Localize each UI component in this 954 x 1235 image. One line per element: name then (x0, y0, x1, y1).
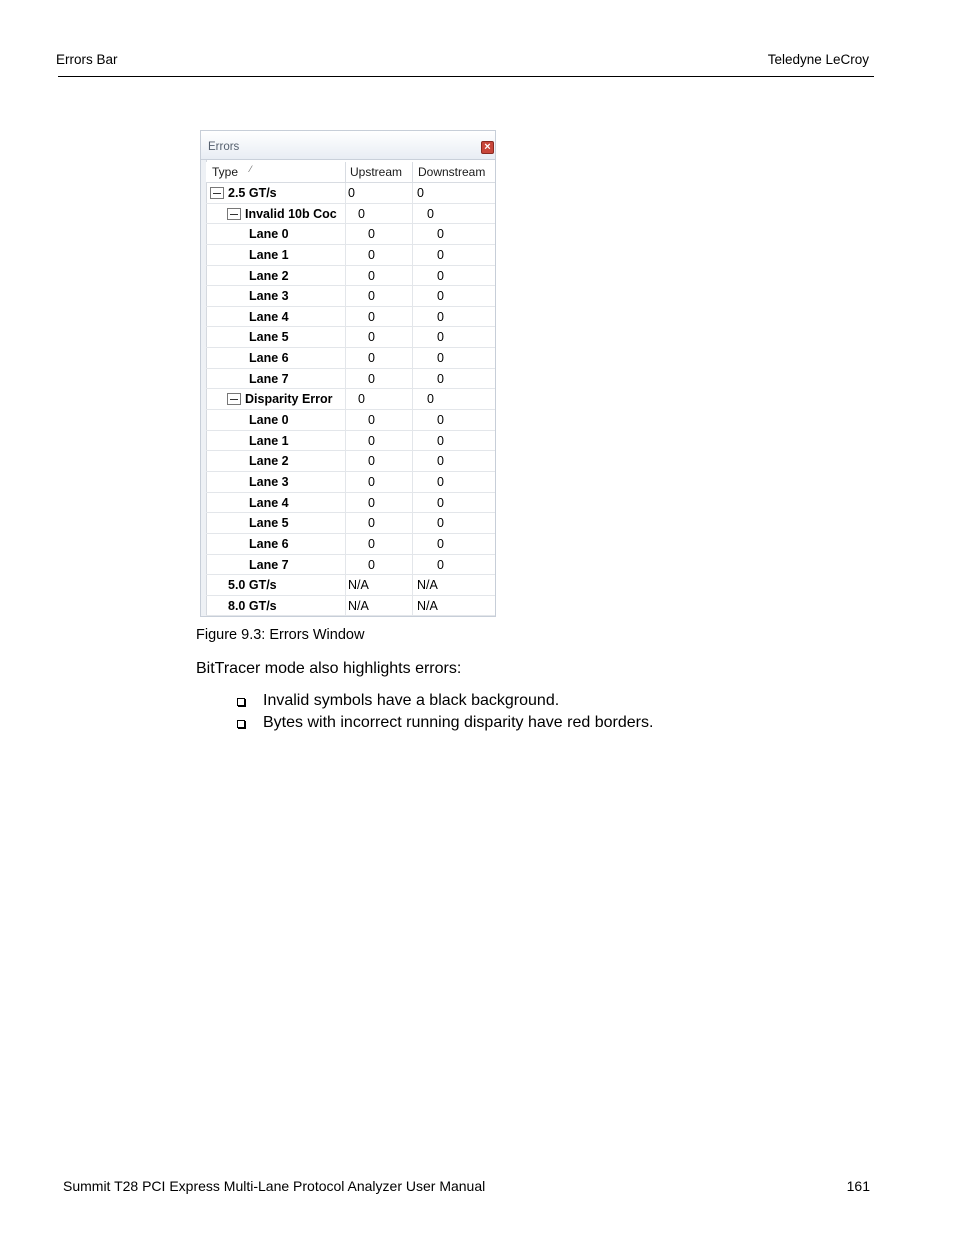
table-row[interactable] (206, 204, 496, 225)
row-label: Lane 4 (249, 495, 289, 510)
upstream-count: 0 (368, 536, 375, 551)
upstream-count: N/A (348, 578, 369, 593)
cell-divider (412, 348, 413, 368)
upstream-count: N/A (348, 598, 369, 613)
cell-divider (345, 575, 346, 595)
bullet-text: Bytes with incorrect running disparity have red borders. (263, 714, 654, 731)
cell-divider (412, 555, 413, 575)
table-row[interactable] (206, 327, 496, 348)
row-label: Lane 7 (249, 371, 289, 386)
downstream-count: 0 (437, 454, 444, 469)
cell-divider (345, 534, 346, 554)
cell-divider (345, 348, 346, 368)
upstream-count: 0 (358, 206, 365, 221)
row-label: Lane 6 (249, 536, 289, 551)
row-label: Lane 0 (249, 413, 289, 428)
table-row[interactable] (206, 555, 496, 576)
table-row[interactable] (206, 266, 496, 287)
cell-divider (345, 266, 346, 286)
window-title: Errors (208, 141, 240, 153)
upstream-count: 0 (368, 330, 375, 345)
collapse-toggle-icon[interactable] (227, 393, 241, 405)
upstream-count: 0 (368, 516, 375, 531)
cell-divider (412, 389, 413, 409)
sort-indicator-icon: ⁄ (250, 164, 252, 174)
cell-divider (345, 369, 346, 389)
column-divider[interactable] (412, 162, 413, 183)
cell-divider (345, 472, 346, 492)
downstream-count: 0 (427, 206, 434, 221)
cell-divider (345, 451, 346, 471)
table-row[interactable] (206, 389, 496, 410)
cell-divider (412, 431, 413, 451)
errors-window (200, 130, 496, 617)
table-row[interactable] (206, 431, 496, 452)
cell-divider (345, 183, 346, 203)
upstream-count: 0 (348, 186, 355, 200)
downstream-count: 0 (437, 413, 444, 428)
cell-divider (412, 286, 413, 306)
upstream-count: 0 (368, 433, 375, 448)
column-header-upstream[interactable]: Upstream (350, 165, 403, 179)
cell-divider (345, 307, 346, 327)
row-label: Lane 2 (249, 268, 289, 283)
row-label: 2.5 GT/s (228, 186, 277, 200)
cell-divider (345, 431, 346, 451)
table-row[interactable] (206, 451, 496, 472)
downstream-count: 0 (437, 516, 444, 531)
checkbox-bullet-icon (237, 698, 245, 706)
downstream-count: 0 (437, 495, 444, 510)
table-row[interactable] (206, 245, 496, 266)
table-row[interactable] (206, 472, 496, 493)
cell-divider (412, 575, 413, 595)
row-label: Lane 5 (249, 516, 289, 531)
table-row[interactable] (206, 596, 496, 617)
column-header-row (206, 162, 496, 183)
errors-tree (206, 183, 496, 616)
cell-divider (345, 410, 346, 430)
header-rule (58, 76, 874, 77)
collapse-toggle-icon[interactable] (227, 208, 241, 220)
upstream-count: 0 (368, 309, 375, 324)
page-header-left: Errors Bar (56, 52, 118, 67)
downstream-count: 0 (417, 186, 424, 200)
cell-divider (412, 534, 413, 554)
close-icon[interactable]: × (481, 141, 494, 154)
upstream-count: 0 (368, 371, 375, 386)
page-header-right: Teledyne LeCroy (767, 52, 869, 67)
table-row[interactable] (206, 348, 496, 369)
upstream-count: 0 (368, 413, 375, 428)
downstream-count: 0 (437, 474, 444, 489)
cell-divider (412, 472, 413, 492)
row-label: Lane 7 (249, 557, 289, 572)
cell-divider (412, 183, 413, 203)
cell-divider (345, 555, 346, 575)
collapse-toggle-icon[interactable] (210, 187, 224, 199)
cell-divider (412, 224, 413, 244)
downstream-count: 0 (437, 247, 444, 262)
column-header-downstream[interactable]: Downstream (418, 165, 486, 179)
window-title-bar[interactable] (201, 131, 495, 160)
row-label: 5.0 GT/s (228, 578, 277, 593)
table-row[interactable] (206, 224, 496, 245)
cell-divider (345, 327, 346, 347)
upstream-count: 0 (368, 557, 375, 572)
row-label: Lane 4 (249, 309, 289, 324)
row-label: Lane 6 (249, 351, 289, 366)
cell-divider (412, 493, 413, 513)
cell-divider (345, 224, 346, 244)
cell-divider (412, 327, 413, 347)
row-label: Lane 3 (249, 289, 289, 304)
cell-divider (412, 307, 413, 327)
cell-divider (412, 204, 413, 224)
cell-divider (345, 286, 346, 306)
page-number: 161 (846, 1178, 870, 1194)
upstream-count: 0 (368, 289, 375, 304)
row-label: 8.0 GT/s (228, 598, 277, 613)
downstream-count: 0 (437, 433, 444, 448)
upstream-count: 0 (368, 474, 375, 489)
cell-divider (345, 513, 346, 533)
downstream-count: 0 (437, 227, 444, 242)
column-header-type[interactable]: Type (212, 165, 239, 179)
upstream-count: 0 (368, 351, 375, 366)
cell-divider (345, 596, 346, 616)
footer-title: Summit T28 PCI Express Multi-Lane Protocol Analyzer User Manual (63, 1178, 486, 1194)
upstream-count: 0 (368, 268, 375, 283)
upstream-count: 0 (368, 495, 375, 510)
downstream-count: 0 (437, 330, 444, 345)
row-label: Lane 2 (249, 454, 289, 469)
cell-divider (345, 389, 346, 409)
downstream-count: 0 (437, 289, 444, 304)
table-row[interactable] (206, 307, 496, 328)
table-row[interactable] (206, 575, 496, 596)
cell-divider (412, 245, 413, 265)
downstream-count: 0 (437, 351, 444, 366)
cell-divider (412, 369, 413, 389)
upstream-count: 0 (368, 247, 375, 262)
table-row[interactable] (206, 410, 496, 431)
table-row[interactable] (206, 183, 496, 204)
body-intro: BitTracer mode also highlights errors: (196, 660, 462, 677)
downstream-count: N/A (417, 578, 438, 593)
table-row[interactable] (206, 513, 496, 534)
table-row[interactable] (206, 493, 496, 514)
cell-divider (412, 410, 413, 430)
cell-divider (412, 513, 413, 533)
table-row[interactable] (206, 369, 496, 390)
downstream-count: 0 (437, 536, 444, 551)
row-label: Invalid 10b Coc (245, 206, 337, 221)
figure-caption: Figure 9.3: Errors Window (196, 627, 365, 643)
cell-divider (345, 245, 346, 265)
downstream-count: 0 (437, 371, 444, 386)
row-label: Lane 5 (249, 330, 289, 345)
row-label: Lane 3 (249, 474, 289, 489)
upstream-count: 0 (368, 227, 375, 242)
row-label: Lane 1 (249, 247, 289, 262)
bullet-text: Invalid symbols have a black background. (263, 692, 560, 709)
row-label: Lane 0 (249, 227, 289, 242)
table-row[interactable] (206, 534, 496, 555)
downstream-count: 0 (437, 557, 444, 572)
cell-divider (412, 451, 413, 471)
downstream-count: 0 (437, 309, 444, 324)
cell-divider (412, 266, 413, 286)
downstream-count: N/A (417, 598, 438, 613)
downstream-count: 0 (427, 392, 434, 407)
upstream-count: 0 (358, 392, 365, 407)
cell-divider (412, 596, 413, 616)
row-label: Lane 1 (249, 433, 289, 448)
column-divider[interactable] (345, 162, 346, 183)
upstream-count: 0 (368, 454, 375, 469)
cell-divider (345, 204, 346, 224)
table-row[interactable] (206, 286, 496, 307)
downstream-count: 0 (437, 268, 444, 283)
cell-divider (345, 493, 346, 513)
row-label: Disparity Error (245, 392, 333, 407)
checkbox-bullet-icon (237, 720, 245, 728)
